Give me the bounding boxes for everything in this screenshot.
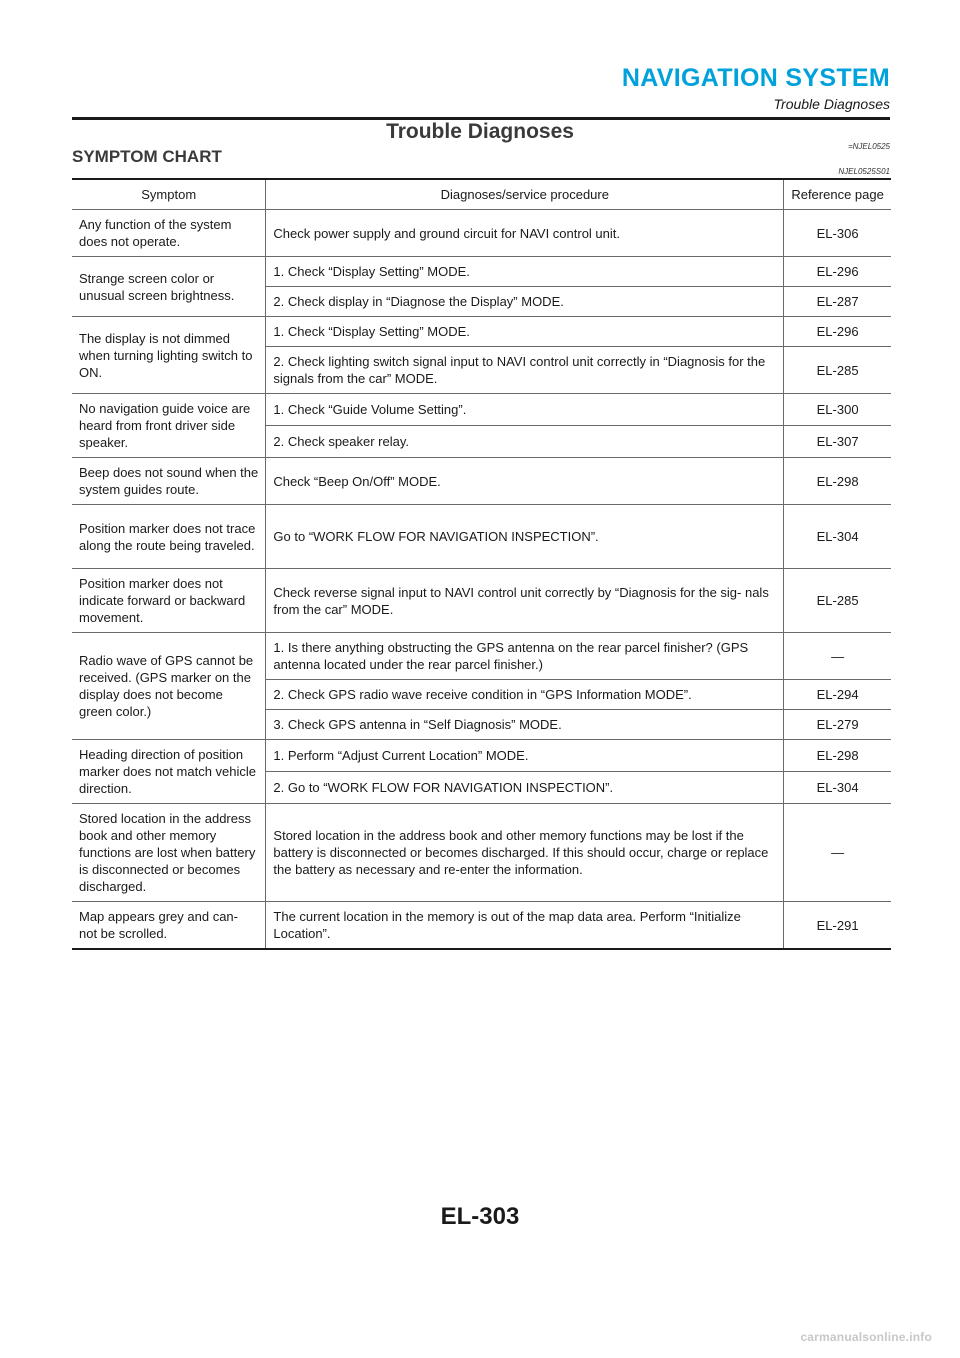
table-row <box>72 257 891 287</box>
procedure-cell: Stored location in the address book and other memory functions may be lost if the battery is disconnected or becomes discharged. If this should occur, charge or replace the battery as necessary and re-enter the information. <box>266 804 784 902</box>
chart-code: NJEL0525S01 <box>838 167 890 176</box>
procedure-cell: Go to “WORK FLOW FOR NAVIGATION INSPECTION”. <box>266 505 784 569</box>
table-row <box>72 505 891 569</box>
symptom-cell: No navigation guide voice are heard from front driver side speaker. <box>72 394 266 458</box>
table-row <box>72 633 891 680</box>
reference-cell: — <box>784 804 891 902</box>
procedure-cell: 2. Check display in “Diagnose the Display” MODE. <box>266 287 784 317</box>
reference-cell: EL-294 <box>784 680 891 710</box>
page-number: EL-303 <box>440 1203 520 1230</box>
table-row <box>72 902 891 950</box>
table-row <box>72 458 891 505</box>
header-subtitle: Trouble Diagnoses <box>773 96 890 112</box>
reference-cell: EL-296 <box>784 257 891 287</box>
reference-cell: EL-285 <box>784 347 891 394</box>
table-row <box>72 394 891 426</box>
table-row <box>72 569 891 633</box>
procedure-cell: 3. Check GPS antenna in “Self Diagnosis” MODE. <box>266 710 784 740</box>
reference-cell: EL-291 <box>784 902 891 950</box>
table-row <box>72 210 891 257</box>
symptom-cell: Position marker does not indicate forward or backward movement. <box>72 569 266 633</box>
header-title: NAVIGATION SYSTEM <box>621 64 890 92</box>
procedure-cell: Check “Beep On/Off” MODE. <box>266 458 784 505</box>
table-row <box>72 740 891 772</box>
reference-cell: EL-287 <box>784 287 891 317</box>
reference-cell: EL-285 <box>784 569 891 633</box>
reference-cell: EL-279 <box>784 710 891 740</box>
symptom-cell: Radio wave of GPS cannot be received. (GPS marker on the display does not become green color.) <box>72 633 266 740</box>
header-reference: Reference page <box>784 179 891 210</box>
reference-cell: EL-300 <box>784 394 891 426</box>
procedure-cell: 2. Check GPS radio wave receive condition in “GPS Information MODE”. <box>266 680 784 710</box>
procedure-cell: 2. Check lighting switch signal input to NAVI control unit correctly in “Diagnosis for the signals from the car” MODE. <box>266 347 784 394</box>
table-row <box>72 317 891 347</box>
reference-cell: EL-304 <box>784 772 891 804</box>
header-symptom: Symptom <box>72 179 266 210</box>
table-row <box>72 804 891 902</box>
procedure-cell: Check power supply and ground circuit for NAVI control unit. <box>266 210 784 257</box>
procedure-cell: 2. Check speaker relay. <box>266 426 784 458</box>
symptom-cell: The display is not dimmed when turning lighting switch to ON. <box>72 317 266 394</box>
symptom-cell: Beep does not sound when the system guides route. <box>72 458 266 505</box>
symptom-cell: Strange screen color or unusual screen brightness. <box>72 257 266 317</box>
symptom-cell: Position marker does not trace along the route being traveled. <box>72 505 266 569</box>
reference-cell: EL-298 <box>784 458 891 505</box>
reference-cell: EL-306 <box>784 210 891 257</box>
procedure-cell: The current location in the memory is out of the map data area. Perform “Initialize Location”. <box>266 902 784 950</box>
procedure-cell: 1. Perform “Adjust Current Location” MODE. <box>266 740 784 772</box>
symptom-cell: Stored location in the address book and other memory functions are lost when battery is disconnected or becomes discharged. <box>72 804 266 902</box>
procedure-cell: 1. Check “Guide Volume Setting”. <box>266 394 784 426</box>
symptom-chart-table <box>72 178 891 950</box>
symptom-cell: Heading direction of position marker does not match vehicle direction. <box>72 740 266 804</box>
reference-cell: EL-307 <box>784 426 891 458</box>
reference-cell: EL-298 <box>784 740 891 772</box>
section-code: =NJEL0525 <box>847 142 890 151</box>
symptom-cell: Map appears grey and can- not be scrolled. <box>72 902 266 950</box>
procedure-cell: 1. Check “Display Setting” MODE. <box>266 257 784 287</box>
reference-cell: EL-304 <box>784 505 891 569</box>
procedure-cell: Check reverse signal input to NAVI control unit correctly by “Diagnosis for the sig- nals from the car” MODE. <box>266 569 784 633</box>
reference-cell: EL-296 <box>784 317 891 347</box>
chart-title: SYMPTOM CHART <box>72 147 222 166</box>
procedure-cell: 1. Is there anything obstructing the GPS antenna on the rear parcel finisher? (GPS antenna located under the rear parcel finisher.) <box>266 633 784 680</box>
procedure-cell: 1. Check “Display Setting” MODE. <box>266 317 784 347</box>
watermark: carmanualsonline.info <box>800 1330 932 1344</box>
header-procedure: Diagnoses/service procedure <box>266 179 784 210</box>
table-header-row <box>72 179 891 210</box>
reference-cell: — <box>784 633 891 680</box>
procedure-cell: 2. Go to “WORK FLOW FOR NAVIGATION INSPECTION”. <box>266 772 784 804</box>
symptom-cell: Any function of the system does not operate. <box>72 210 266 257</box>
section-title: Trouble Diagnoses <box>386 120 574 143</box>
